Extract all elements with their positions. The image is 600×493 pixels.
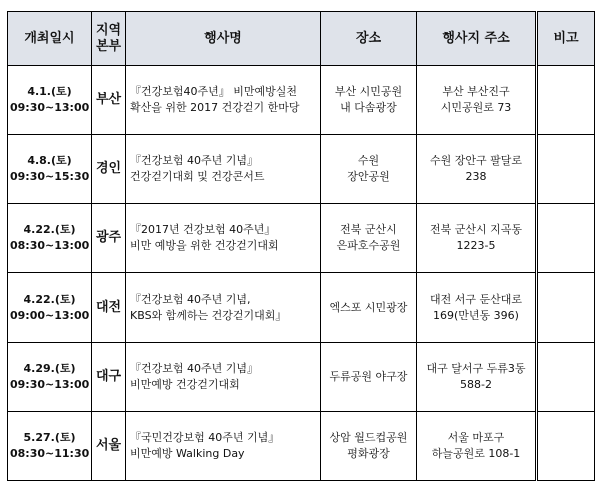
cell-venue-line1: 두류공원 야구장 (329, 369, 408, 383)
cell-event-line2: KBS와 함께하는 건강걷기대회』 (130, 308, 287, 322)
cell-venue (321, 342, 417, 411)
cell-venue-line2: 장안공원 (347, 170, 390, 184)
cell-address-line2: 169(만년동 396) (433, 308, 519, 322)
cell-venue (321, 135, 417, 204)
cell-date-time: 09:00~13:00 (10, 308, 90, 322)
table-row (8, 342, 595, 411)
cell-event-line2: 확산을 위한 2017 건강걷기 한마당 (130, 101, 300, 115)
header-region-line2: 본부 (95, 38, 122, 54)
cell-venue (321, 66, 417, 135)
cell-date-day: 4.22.(토) (23, 223, 76, 237)
cell-event-line2: 비만 예방을 위한 건강걷기대회 (130, 239, 279, 253)
cell-note (537, 411, 595, 480)
cell-event-line2: 비만예방 Walking Day (130, 446, 245, 460)
cell-note (537, 66, 595, 135)
cell-date-day: 4.29.(토) (23, 361, 76, 375)
cell-event-line1: 『건강보험 40주년 기념』 (130, 154, 258, 168)
cell-address-line2: 238 (465, 170, 487, 184)
cell-date (8, 273, 92, 342)
cell-event-line1: 『건강보험40주년』 비만예방실천 (130, 85, 298, 99)
table-row (8, 204, 595, 273)
cell-date-day: 4.1.(토) (27, 85, 72, 99)
cell-venue-line1: 전북 군산시 (340, 223, 397, 237)
header-event: 행사명 (126, 12, 321, 66)
cell-region: 경인 (92, 135, 126, 204)
cell-date (8, 66, 92, 135)
cell-note (537, 273, 595, 342)
cell-region: 대구 (92, 342, 126, 411)
header-region (92, 12, 126, 66)
cell-date-time: 09:30~13:00 (10, 377, 90, 391)
cell-event (126, 273, 321, 342)
header-venue: 장소 (321, 12, 417, 66)
cell-date-day: 4.8.(토) (27, 154, 72, 168)
cell-address-line1: 서울 마포구 (447, 430, 505, 444)
cell-date (8, 411, 92, 480)
cell-date (8, 204, 92, 273)
cell-venue-line2: 내 다솜광장 (340, 101, 397, 115)
cell-venue-line1: 부산 시민공원 (334, 85, 403, 99)
header-note: 비고 (537, 12, 595, 66)
cell-date-time: 08:30~11:30 (10, 446, 90, 460)
cell-region: 부산 (92, 66, 126, 135)
cell-event (126, 135, 321, 204)
table-header-row (8, 12, 595, 66)
cell-venue-line1: 엑스포 시민광장 (329, 300, 408, 314)
table-row (8, 411, 595, 480)
cell-date-day: 5.27.(토) (23, 430, 76, 444)
cell-venue (321, 411, 417, 480)
cell-date-time: 09:30~15:30 (10, 170, 90, 184)
header-date: 개최일시 (8, 12, 92, 66)
cell-date-time: 08:30~13:00 (10, 239, 90, 253)
cell-region: 대전 (92, 273, 126, 342)
event-schedule-table (7, 11, 595, 481)
cell-event-line2: 건강걷기대회 및 건강콘서트 (130, 170, 265, 184)
cell-date (8, 135, 92, 204)
cell-region: 서울 (92, 411, 126, 480)
cell-address-line2: 1223-5 (456, 239, 496, 253)
table-row (8, 273, 595, 342)
cell-address-line1: 수원 장안구 팔달로 (429, 154, 522, 168)
cell-event-line2: 비만예방 건강걷기대회 (130, 377, 240, 391)
cell-address (417, 204, 537, 273)
cell-event-line1: 『건강보험 40주년 기념』 (130, 361, 258, 375)
cell-address-line2: 588-2 (460, 377, 492, 391)
cell-event (126, 342, 321, 411)
cell-address (417, 135, 537, 204)
cell-event (126, 204, 321, 273)
cell-address-line1: 전북 군산시 지곡동 (429, 223, 522, 237)
cell-address (417, 66, 537, 135)
cell-event-line1: 『국민건강보험 40주년 기념』 (130, 430, 280, 444)
header-region-line1: 지역 (95, 22, 122, 38)
cell-venue (321, 204, 417, 273)
cell-address-line2: 시민공원로 73 (440, 101, 512, 115)
cell-date-day: 4.22.(토) (23, 292, 76, 306)
cell-event-line1: 『2017년 건강보험 40주년』 (130, 223, 276, 237)
table-row (8, 66, 595, 135)
cell-region: 광주 (92, 204, 126, 273)
cell-date-time: 09:30~13:00 (10, 101, 90, 115)
cell-venue-line2: 평화광장 (347, 446, 390, 460)
cell-venue-line1: 수원 (357, 154, 380, 168)
cell-date (8, 342, 92, 411)
cell-address (417, 411, 537, 480)
cell-event (126, 411, 321, 480)
cell-venue (321, 273, 417, 342)
cell-note (537, 204, 595, 273)
cell-venue-line1: 상암 월드컵공원 (329, 430, 408, 444)
cell-address-line1: 대구 달서구 두류3동 (426, 361, 526, 375)
header-address: 행사지 주소 (417, 12, 537, 66)
cell-venue-line2: 은파호수공원 (336, 239, 401, 253)
table-row (8, 135, 595, 204)
cell-address-line2: 하늘공원로 108-1 (431, 446, 521, 460)
cell-address-line1: 대전 서구 둔산대로 (429, 292, 522, 306)
cell-note (537, 342, 595, 411)
cell-address-line1: 부산 부산진구 (442, 85, 510, 99)
cell-address (417, 342, 537, 411)
cell-event-line1: 『건강보험 40주년 기념, (130, 292, 251, 306)
cell-event (126, 66, 321, 135)
cell-address (417, 273, 537, 342)
cell-note (537, 135, 595, 204)
